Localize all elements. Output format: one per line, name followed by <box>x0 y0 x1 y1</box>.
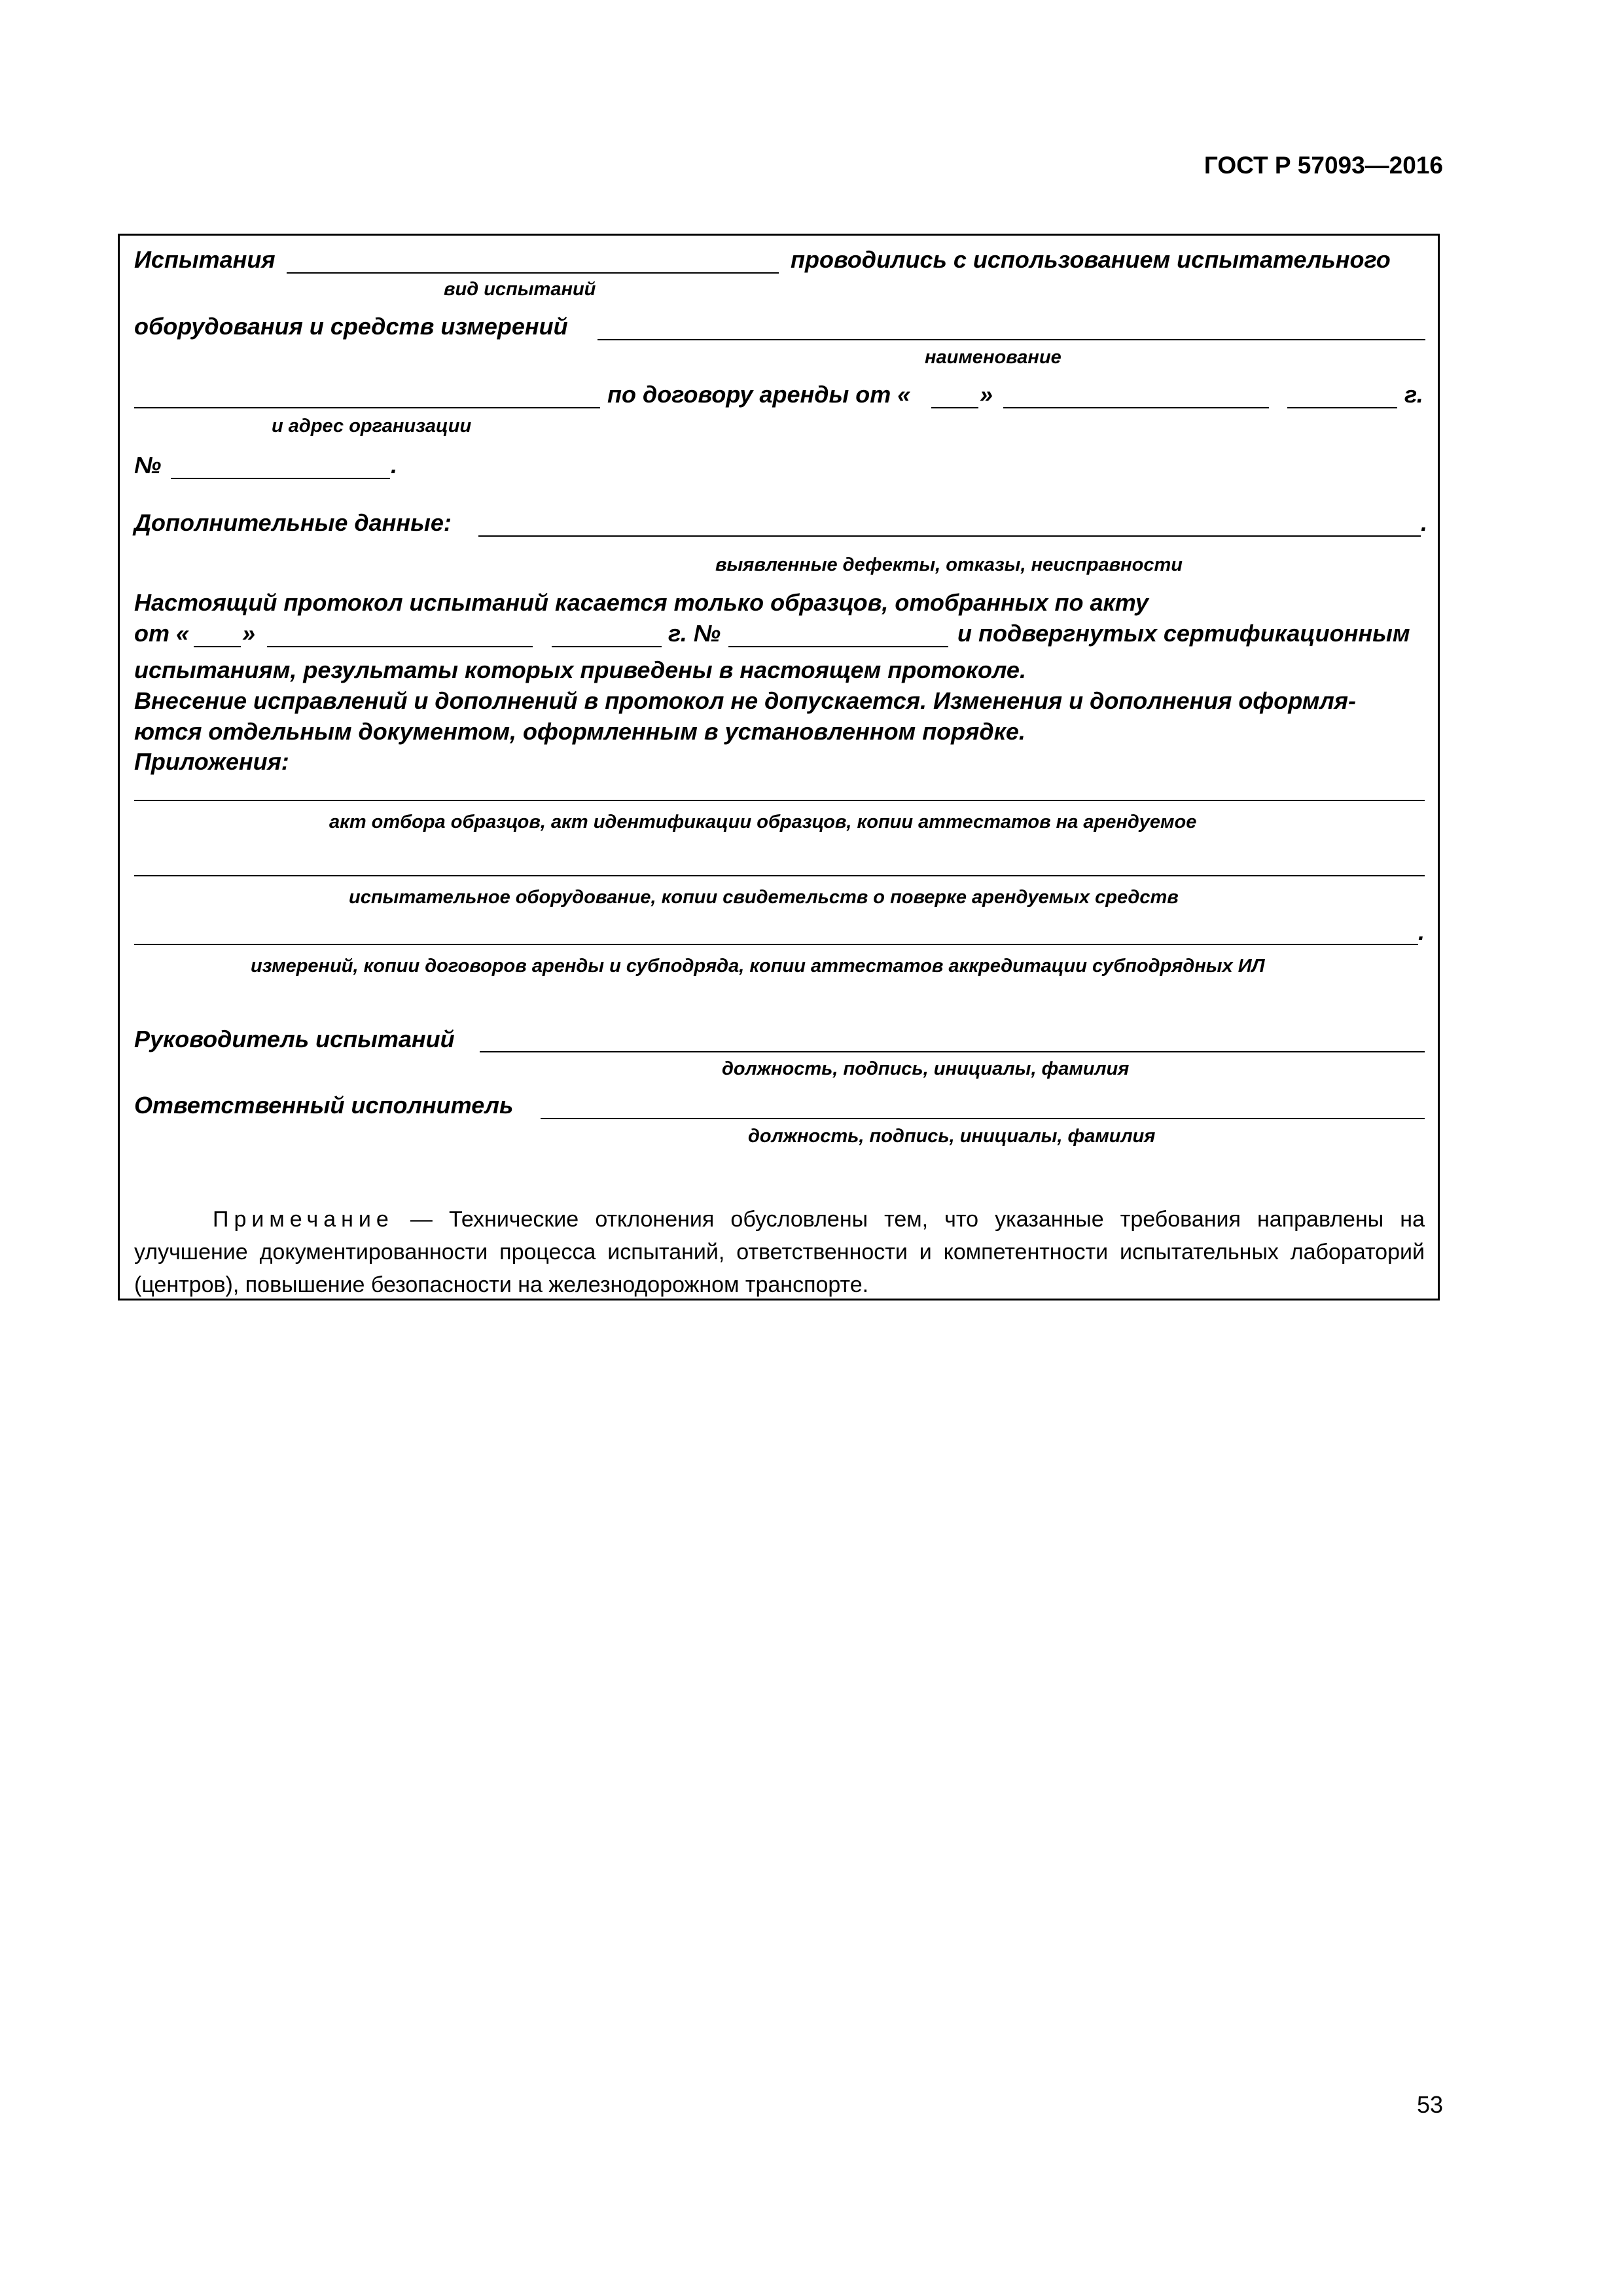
organization-field[interactable] <box>134 407 600 408</box>
attachments-field-1[interactable] <box>134 800 1425 801</box>
attachments-suffix: . <box>1418 918 1425 945</box>
scope-statement: Настоящий протокол испытаний касается только образцов, отобранных по акту <box>134 589 1149 616</box>
page-number: 53 <box>1416 2091 1443 2118</box>
lease-text: по договору аренды от « <box>607 381 911 408</box>
note-label: Примечание <box>213 1207 394 1232</box>
contract-number-field[interactable] <box>171 478 390 479</box>
lease-year-suffix: г. <box>1404 381 1423 408</box>
note-paragraph <box>134 1203 1425 1301</box>
tests-label: Испытания <box>134 246 276 273</box>
scope-results-line: испытаниям, результаты которых приведены в настоящем протоколе. <box>134 656 1026 683</box>
test-head-signature-field[interactable] <box>480 1051 1425 1052</box>
test-type-caption: вид испытаний <box>444 279 596 300</box>
test-head-label: Руководитель испытаний <box>134 1026 455 1052</box>
scope-quote-close: » <box>242 620 256 647</box>
document-standard-number: ГОСТ Р 57093—2016 <box>1204 152 1443 179</box>
changes-statement-line1: Внесение исправлений и дополнений в протокол не допускается. Изменения и дополнения оформля- <box>134 687 1356 714</box>
executor-label: Ответственный исполнитель <box>134 1092 514 1119</box>
attachments-caption-2: испытательное оборудование, копии свидетельств о поверке арендуемых средств <box>349 887 1179 908</box>
contract-number-label: № <box>134 452 162 478</box>
executor-caption: должность, подпись, инициалы, фамилия <box>748 1126 1156 1147</box>
lease-day-field[interactable] <box>931 407 978 408</box>
contract-number-suffix: . <box>391 452 398 478</box>
additional-data-label: Дополнительные данные: <box>134 509 452 536</box>
sample-act-day-field[interactable] <box>194 646 241 647</box>
attachments-field-2[interactable] <box>134 875 1425 876</box>
additional-data-field[interactable] <box>478 535 1421 537</box>
note-dash: — <box>393 1207 450 1232</box>
equipment-name-field[interactable] <box>597 339 1425 340</box>
attachments-caption-1: акт отбора образцов, акт идентификации образцов, копии аттестатов на арендуемое <box>329 812 1197 833</box>
attachments-label: Приложения: <box>134 748 289 775</box>
sample-act-year-field[interactable] <box>552 646 662 647</box>
sample-act-month-field[interactable] <box>267 646 533 647</box>
lease-month-field[interactable] <box>1003 407 1269 408</box>
lease-quote-close: » <box>980 381 993 408</box>
test-type-field[interactable] <box>287 272 779 274</box>
test-head-caption: должность, подпись, инициалы, фамилия <box>722 1058 1130 1079</box>
note-text: Технические отклонения обусловлены тем, что указанные требования направлены на улучшение документированности процесса испытаний, ответственности и компетентности испытательных лабораторий (центров), повышение безопасности на железнодорожном транспорте. <box>134 1207 1425 1297</box>
equipment-name-caption: наименование <box>925 347 1061 368</box>
sample-act-number-field[interactable] <box>728 646 948 647</box>
organization-caption: и адрес организации <box>272 416 472 437</box>
additional-data-caption: выявленные дефекты, отказы, неисправности <box>715 554 1183 575</box>
additional-data-suffix: . <box>1421 509 1428 536</box>
scope-tail: и подвергнутых сертификационным <box>957 620 1410 647</box>
scope-from-label: от « <box>134 620 190 647</box>
lease-year-field[interactable] <box>1287 407 1397 408</box>
changes-statement-line2: ются отдельным документом, оформленным в установленном порядке. <box>134 718 1026 745</box>
scope-year-number: г. № <box>668 620 721 647</box>
attachments-caption-3: измерений, копии договоров аренды и субподряда, копии аттестатов аккредитации субподрядных ИЛ <box>251 956 1265 977</box>
tests-suffix: проводились с использованием испытательного <box>791 246 1391 273</box>
executor-signature-field[interactable] <box>541 1118 1425 1119</box>
test-protocol-form <box>118 234 1440 1300</box>
attachments-field-3[interactable] <box>134 944 1418 945</box>
equipment-label: оборудования и средств измерений <box>134 313 568 340</box>
